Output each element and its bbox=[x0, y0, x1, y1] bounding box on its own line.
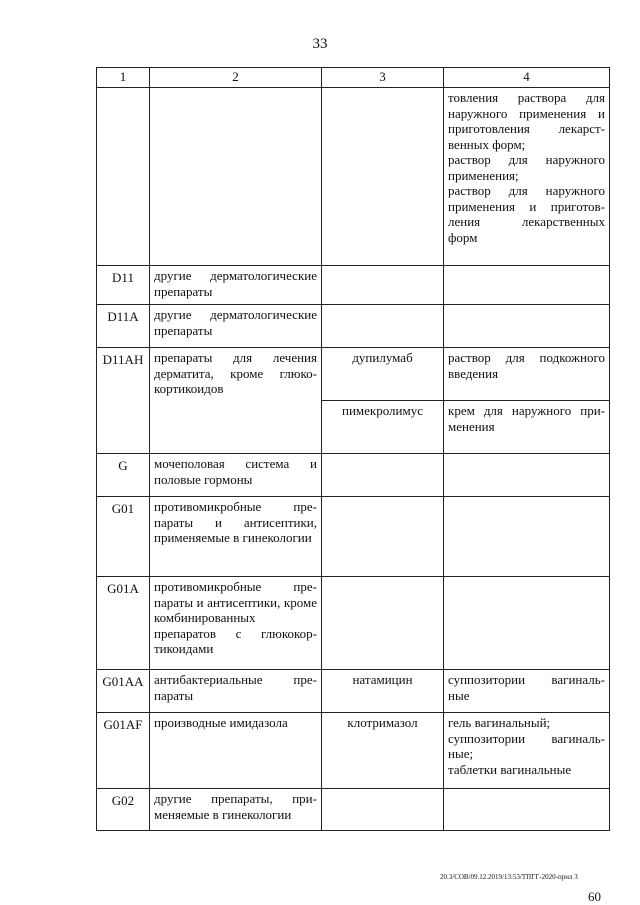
form-line: крем для наружного при- bbox=[448, 403, 605, 418]
form-line: ления лекарственных bbox=[448, 214, 605, 229]
group-name-cell: производные имидазола bbox=[150, 713, 322, 789]
group-name-cell: другие препараты, применяемые в гинекологии bbox=[150, 789, 322, 831]
column-header-3: 3 bbox=[322, 68, 444, 88]
table-row bbox=[97, 348, 610, 401]
atc-code-cell: G01AF bbox=[97, 713, 150, 789]
form-line: форм bbox=[448, 229, 478, 245]
page-corner-number: 60 bbox=[588, 889, 601, 904]
table-row bbox=[97, 266, 610, 305]
group-name-cell: противомикробные препараты и антисептики, применяемые в гинекологии bbox=[150, 497, 322, 577]
form-line: менения bbox=[448, 418, 495, 434]
drug-name-cell bbox=[322, 577, 444, 670]
form-line: раствор для наружного bbox=[448, 183, 605, 198]
dosage-forms-cell bbox=[444, 348, 610, 401]
dosage-forms-cell bbox=[444, 454, 610, 497]
dosage-forms-cell bbox=[444, 305, 610, 348]
form-line: венных форм; bbox=[448, 136, 526, 152]
form-line: введения bbox=[448, 365, 499, 381]
group-name-cell: другие дерматологические препараты bbox=[150, 305, 322, 348]
form-line: гель вагинальный; bbox=[448, 715, 551, 730]
dosage-forms-cell bbox=[444, 789, 610, 831]
atc-code-cell: G01AA bbox=[97, 670, 150, 713]
drug-name-cell bbox=[322, 88, 444, 266]
drug-name-cell bbox=[322, 305, 444, 348]
form-line: суппозитории вагиналь- bbox=[448, 672, 605, 687]
form-line: ные; bbox=[448, 746, 474, 761]
table-row bbox=[97, 88, 610, 266]
form-line: таблетки вагинальные bbox=[448, 761, 572, 777]
table-row bbox=[97, 577, 610, 670]
drug-name-cell bbox=[322, 266, 444, 305]
atc-code-cell: D11A bbox=[97, 305, 150, 348]
form-line: наружного применения и bbox=[448, 105, 605, 121]
drug-table bbox=[96, 67, 610, 831]
form-line: применения; bbox=[448, 167, 519, 183]
dosage-forms-cell bbox=[444, 577, 610, 670]
form-line: суппозитории вагиналь- bbox=[448, 730, 605, 746]
group-name-cell: другие дерматологические препараты bbox=[150, 266, 322, 305]
form-line: ные bbox=[448, 687, 470, 703]
page-number: 33 bbox=[312, 36, 328, 52]
drug-name-cell bbox=[322, 497, 444, 577]
column-header-2: 2 bbox=[150, 68, 322, 88]
group-name-cell: препараты для лечения дерматита, кроме глюкокортикоидов bbox=[150, 348, 322, 454]
atc-code-cell bbox=[97, 88, 150, 266]
table-row bbox=[97, 670, 610, 713]
atc-code-cell: G01A bbox=[97, 577, 150, 670]
drug-name-cell: клотримазол bbox=[322, 713, 444, 789]
dosage-forms-cell bbox=[444, 88, 610, 266]
dosage-forms-cell bbox=[444, 401, 610, 454]
table-row bbox=[97, 713, 610, 789]
form-line: приготовления лекарст- bbox=[448, 121, 605, 136]
form-line: раствор для подкожного bbox=[448, 350, 605, 365]
group-name-cell: мочеполовая система и половые гормоны bbox=[150, 454, 322, 497]
dosage-forms-cell bbox=[444, 713, 610, 789]
form-line: применения и приготов- bbox=[448, 198, 605, 214]
atc-code-cell: D11AH bbox=[97, 348, 150, 454]
column-header-4: 4 bbox=[444, 68, 610, 88]
form-line: товления раствора для bbox=[448, 90, 605, 105]
table-row bbox=[97, 789, 610, 831]
dosage-forms-cell bbox=[444, 497, 610, 577]
form-line: раствор для наружного bbox=[448, 152, 605, 167]
table-row bbox=[97, 497, 610, 577]
atc-code-cell: G02 bbox=[97, 789, 150, 831]
drug-name-cell: пимекролимус bbox=[322, 401, 444, 454]
drug-name-cell: натамицин bbox=[322, 670, 444, 713]
table-row bbox=[97, 454, 610, 497]
group-name-cell bbox=[150, 88, 322, 266]
drug-table-body bbox=[97, 68, 610, 831]
table-row bbox=[97, 305, 610, 348]
atc-code-cell: D11 bbox=[97, 266, 150, 305]
atc-code-cell: G01 bbox=[97, 497, 150, 577]
drug-name-cell: дупилумаб bbox=[322, 348, 444, 401]
dosage-forms-cell bbox=[444, 266, 610, 305]
drug-name-cell bbox=[322, 789, 444, 831]
dosage-forms-cell bbox=[444, 670, 610, 713]
table-header-row bbox=[97, 68, 610, 88]
group-name-cell: антибактериальные препараты bbox=[150, 670, 322, 713]
column-header-1: 1 bbox=[97, 68, 150, 88]
group-name-cell: противомикробные препараты и антисептики, кроме комбинированных препаратов с глюкокортикоидами bbox=[150, 577, 322, 670]
footer-reference: 20.3/СОВ/09.12.2019/13:53/ТПГГ-2020-прил 3 bbox=[440, 873, 578, 881]
atc-code-cell: G bbox=[97, 454, 150, 497]
drug-name-cell bbox=[322, 454, 444, 497]
